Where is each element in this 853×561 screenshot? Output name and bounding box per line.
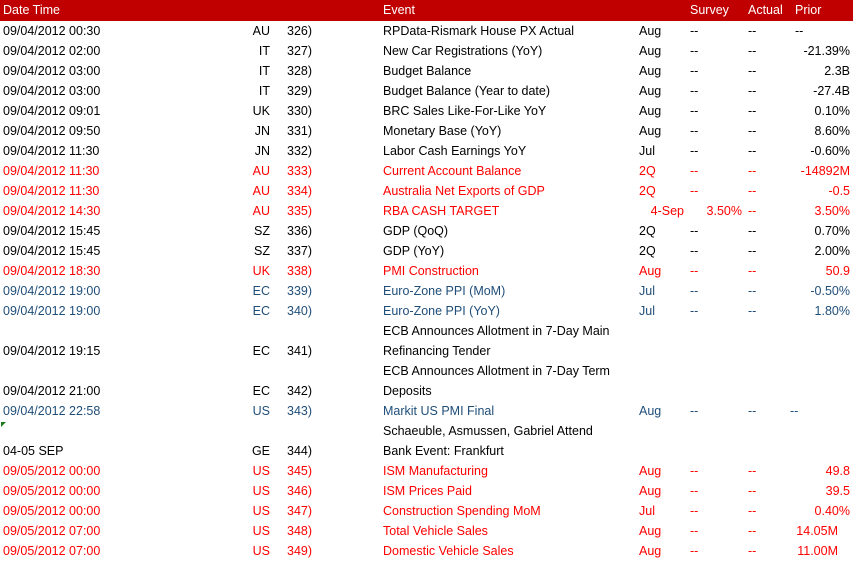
cell-number: 340) <box>287 304 313 318</box>
cell-actual: -- <box>748 44 757 58</box>
cell-survey: -- <box>690 24 699 38</box>
table-row[interactable] <box>0 401 853 421</box>
cell-survey: -- <box>690 124 699 138</box>
cell-comment-marker <box>1 422 6 427</box>
cell-country: IT <box>258 44 270 58</box>
cell-prior: 0.70% <box>814 224 850 238</box>
cell-country: AU <box>252 204 270 218</box>
cell-country <box>240 421 270 441</box>
cell-number: 348) <box>287 524 313 538</box>
table-row[interactable] <box>0 61 853 81</box>
cell-period: Aug <box>639 104 662 118</box>
cell-prior: -0.60% <box>810 144 850 158</box>
table-row[interactable] <box>0 501 853 521</box>
table-row[interactable] <box>0 261 853 281</box>
cell-prior: -14892M <box>800 164 850 178</box>
table-row[interactable] <box>0 81 853 101</box>
cell-number: 335) <box>287 204 313 218</box>
cell-prior: 0.10% <box>814 104 850 118</box>
cell-date: 09/04/2012 11:30 <box>3 164 100 178</box>
cell-event: Domestic Vehicle Sales <box>383 544 514 558</box>
cell-number: 336) <box>287 224 313 238</box>
cell-survey: -- <box>690 44 699 58</box>
cell-event: RPData-Rismark House PX Actual <box>383 24 575 38</box>
cell-country: AU <box>252 184 270 198</box>
cell-actual: -- <box>748 184 757 198</box>
cell-country: US <box>252 504 270 518</box>
cell-actual: -- <box>748 504 757 518</box>
cell-event: ECB Announces Allotment in 7-Day Main <box>383 324 610 338</box>
cell-event: Construction Spending MoM <box>383 504 541 518</box>
cell-period: 2Q <box>639 224 656 238</box>
cell-survey: -- <box>690 164 699 178</box>
cell-period: Aug <box>639 24 662 38</box>
cell-date: 09/05/2012 00:00 <box>3 484 101 498</box>
cell-event: Total Vehicle Sales <box>383 524 488 538</box>
cell-actual: -- <box>748 164 757 178</box>
header-event: Event <box>383 3 415 17</box>
cell-period: Aug <box>639 524 662 538</box>
cell-event: Schaeuble, Asmussen, Gabriel Attend <box>383 424 593 438</box>
header-survey: Survey <box>690 3 729 17</box>
cell-event: ISM Manufacturing <box>383 464 488 478</box>
cell-period: 2Q <box>639 184 656 198</box>
cell-actual: -- <box>748 224 757 238</box>
cell-event: Labor Cash Earnings YoY <box>383 144 527 158</box>
cell-event: Current Account Balance <box>383 164 522 178</box>
cell-number: 349) <box>287 544 313 558</box>
cell-survey: -- <box>690 404 699 418</box>
table-row[interactable] <box>0 221 853 241</box>
table-row[interactable] <box>0 321 853 341</box>
table-row[interactable] <box>0 381 853 401</box>
cell-event: Markit US PMI Final <box>383 404 495 418</box>
cell-event: Australia Net Exports of GDP <box>383 184 545 198</box>
cell-date: 09/04/2012 09:01 <box>3 104 101 118</box>
cell-country: JN <box>254 144 270 158</box>
cell-period: 4-Sep <box>650 204 684 218</box>
cell-country <box>240 321 270 341</box>
cell-number: 344) <box>287 444 313 458</box>
cell-date: 09/04/2012 21:00 <box>3 384 101 398</box>
cell-date: 09/05/2012 07:00 <box>3 544 101 558</box>
cell-actual: -- <box>748 244 757 258</box>
cell-period: Aug <box>639 264 662 278</box>
cell-number: 343) <box>287 404 313 418</box>
cell-number: 342) <box>287 384 313 398</box>
cell-country: US <box>252 404 270 418</box>
table-row[interactable] <box>0 121 853 141</box>
table-row[interactable] <box>0 481 853 501</box>
table-row[interactable] <box>0 281 853 301</box>
cell-date: 09/04/2012 00:30 <box>3 24 101 38</box>
cell-date: 09/04/2012 19:00 <box>3 284 101 298</box>
table-row[interactable] <box>0 181 853 201</box>
cell-country: EC <box>252 344 270 358</box>
cell-prior: 8.60% <box>814 124 850 138</box>
cell-date: 09/04/2012 22:58 <box>3 404 101 418</box>
cell-event: PMI Construction <box>383 264 479 278</box>
cell-prior: 1.80% <box>814 304 850 318</box>
cell-prior <box>760 341 850 361</box>
cell-event: Euro-Zone PPI (MoM) <box>383 284 506 298</box>
cell-period: Jul <box>639 304 655 318</box>
cell-survey: -- <box>690 264 699 278</box>
cell-survey: -- <box>690 224 699 238</box>
cell-prior <box>760 441 850 461</box>
cell-number: 329) <box>287 84 313 98</box>
cell-actual: -- <box>748 104 757 118</box>
cell-date: 09/04/2012 18:30 <box>3 264 101 278</box>
cell-event: BRC Sales Like-For-Like YoY <box>383 104 547 118</box>
cell-survey: -- <box>690 144 699 158</box>
cell-survey: -- <box>690 284 699 298</box>
cell-event: ISM Prices Paid <box>383 484 472 498</box>
cell-prior: 0.40% <box>814 504 850 518</box>
cell-prior <box>760 421 850 441</box>
cell-actual: -- <box>748 524 757 538</box>
cell-date: 09/04/2012 09:50 <box>3 124 101 138</box>
cell-survey: 3.50% <box>706 204 742 218</box>
cell-country: US <box>252 464 270 478</box>
cell-number: 345) <box>287 464 313 478</box>
cell-prior: -0.5 <box>828 184 850 198</box>
cell-country: US <box>252 524 270 538</box>
cell-actual: -- <box>748 24 757 38</box>
cell-survey: -- <box>690 64 699 78</box>
header-date-time: Date Time <box>3 3 60 17</box>
cell-number: 346) <box>287 484 313 498</box>
cell-date: 09/04/2012 15:45 <box>3 244 101 258</box>
cell-number: 341) <box>287 344 313 358</box>
table-row[interactable] <box>0 201 853 221</box>
cell-prior: 2.00% <box>814 244 850 258</box>
cell-period: Aug <box>639 64 662 78</box>
cell-actual: -- <box>748 464 757 478</box>
table-row[interactable] <box>0 21 853 41</box>
cell-country: EC <box>252 284 270 298</box>
cell-country: AU <box>252 24 270 38</box>
cell-event: ECB Announces Allotment in 7-Day Term <box>383 364 610 378</box>
cell-date: 09/05/2012 00:00 <box>3 464 101 478</box>
cell-event: Euro-Zone PPI (YoY) <box>383 304 500 318</box>
cell-country: EC <box>252 384 270 398</box>
cell-number: 328) <box>287 64 313 78</box>
cell-survey: -- <box>690 544 699 558</box>
cell-number: 330) <box>287 104 313 118</box>
cell-actual: -- <box>748 544 757 558</box>
cell-prior: -21.39% <box>803 44 850 58</box>
cell-country: SZ <box>254 244 270 258</box>
table-row[interactable] <box>0 101 853 121</box>
cell-country: EC <box>252 304 270 318</box>
table-row[interactable] <box>0 361 853 381</box>
cell-number: 333) <box>287 164 313 178</box>
cell-event: Refinancing Tender <box>383 344 491 358</box>
cell-prior <box>760 381 850 401</box>
cell-event: GDP (YoY) <box>383 244 445 258</box>
cell-period: Jul <box>639 504 655 518</box>
table-row[interactable] <box>0 241 853 261</box>
cell-country: IT <box>258 64 270 78</box>
cell-survey: -- <box>690 464 699 478</box>
cell-actual: -- <box>748 64 757 78</box>
cell-actual: -- <box>748 204 757 218</box>
cell-survey: -- <box>690 84 699 98</box>
cell-survey: -- <box>690 524 699 538</box>
cell-prior: 3.50% <box>814 204 850 218</box>
cell-date: 04-05 SEP <box>3 444 64 458</box>
cell-actual: -- <box>748 304 757 318</box>
header-actual: Actual <box>748 3 783 17</box>
cell-prior: 14.05M <box>796 524 838 538</box>
cell-number: 339) <box>287 284 313 298</box>
table-row[interactable] <box>0 441 853 461</box>
cell-period: Aug <box>639 124 662 138</box>
cell-period: Aug <box>639 544 662 558</box>
cell-country: UK <box>252 264 270 278</box>
cell-prior: -- <box>790 404 799 418</box>
cell-actual: -- <box>748 484 757 498</box>
cell-event: Monetary Base (YoY) <box>383 124 502 138</box>
cell-date: 09/05/2012 00:00 <box>3 504 101 518</box>
cell-date: 09/04/2012 03:00 <box>3 64 101 78</box>
cell-actual: -- <box>748 264 757 278</box>
cell-event: GDP (QoQ) <box>383 224 449 238</box>
cell-prior: -0.50% <box>810 284 850 298</box>
cell-country <box>240 361 270 381</box>
cell-number: 327) <box>287 44 313 58</box>
cell-prior <box>760 321 850 341</box>
cell-number: 334) <box>287 184 313 198</box>
cell-event: New Car Registrations (YoY) <box>383 44 543 58</box>
cell-number: 337) <box>287 244 313 258</box>
cell-survey: -- <box>690 504 699 518</box>
cell-period: Aug <box>639 44 662 58</box>
table-row[interactable] <box>0 161 853 181</box>
cell-prior: 11.00M <box>797 544 838 558</box>
cell-period: Jul <box>639 144 655 158</box>
cell-country: US <box>252 484 270 498</box>
cell-date: 09/04/2012 11:30 <box>3 144 100 158</box>
cell-survey: -- <box>690 244 699 258</box>
cell-number: 331) <box>287 124 313 138</box>
cell-country: IT <box>258 84 270 98</box>
cell-period: Aug <box>639 464 662 478</box>
cell-prior: -- <box>795 24 804 38</box>
table-row[interactable] <box>0 41 853 61</box>
cell-country: UK <box>252 104 270 118</box>
cell-date: 09/04/2012 14:30 <box>3 204 101 218</box>
cell-date: 09/04/2012 02:00 <box>3 44 101 58</box>
cell-actual: -- <box>748 144 757 158</box>
cell-number: 326) <box>287 24 313 38</box>
cell-period: Jul <box>639 284 655 298</box>
cell-number: 332) <box>287 144 313 158</box>
cell-prior <box>760 361 850 381</box>
cell-period: 2Q <box>639 164 656 178</box>
table-row[interactable] <box>0 141 853 161</box>
cell-country: JN <box>254 124 270 138</box>
cell-date: 09/05/2012 07:00 <box>3 524 101 538</box>
cell-date: 09/04/2012 03:00 <box>3 84 101 98</box>
cell-survey: -- <box>690 104 699 118</box>
table-row[interactable] <box>0 341 853 361</box>
cell-period: Aug <box>639 84 662 98</box>
cell-event: Bank Event: Frankfurt <box>383 444 504 458</box>
cell-survey: -- <box>690 484 699 498</box>
table-row[interactable] <box>0 421 853 441</box>
cell-event: Budget Balance (Year to date) <box>383 84 551 98</box>
cell-actual: -- <box>748 84 757 98</box>
table-row[interactable] <box>0 541 853 561</box>
cell-date: 09/04/2012 19:15 <box>3 344 101 358</box>
cell-prior: 2.3B <box>824 64 850 78</box>
table-header <box>0 0 853 21</box>
cell-country: AU <box>252 164 270 178</box>
cell-date: 09/04/2012 11:30 <box>3 184 100 198</box>
cell-event: Budget Balance <box>383 64 472 78</box>
cell-survey: -- <box>690 304 699 318</box>
cell-prior: 49.8 <box>825 464 850 478</box>
table-row[interactable] <box>0 461 853 481</box>
cell-country: GE <box>251 444 270 458</box>
cell-actual: -- <box>748 124 757 138</box>
cell-number: 347) <box>287 504 313 518</box>
cell-event: RBA CASH TARGET <box>383 204 500 218</box>
cell-event: Deposits <box>383 384 432 398</box>
cell-actual: -- <box>748 404 757 418</box>
table-row[interactable] <box>0 301 853 321</box>
cell-date: 09/04/2012 19:00 <box>3 304 101 318</box>
cell-period: 2Q <box>639 244 656 258</box>
cell-period: Aug <box>639 484 662 498</box>
cell-prior: 50.9 <box>825 264 850 278</box>
table-row[interactable] <box>0 521 853 541</box>
cell-date: 09/04/2012 15:45 <box>3 224 101 238</box>
cell-country: SZ <box>254 224 270 238</box>
cell-prior: -27.4B <box>813 84 850 98</box>
header-prior: Prior <box>795 3 822 17</box>
cell-prior: 39.5 <box>825 484 850 498</box>
cell-survey: -- <box>690 184 699 198</box>
cell-number: 338) <box>287 264 313 278</box>
cell-country: US <box>252 544 270 558</box>
cell-actual: -- <box>748 284 757 298</box>
cell-period: Aug <box>639 404 662 418</box>
